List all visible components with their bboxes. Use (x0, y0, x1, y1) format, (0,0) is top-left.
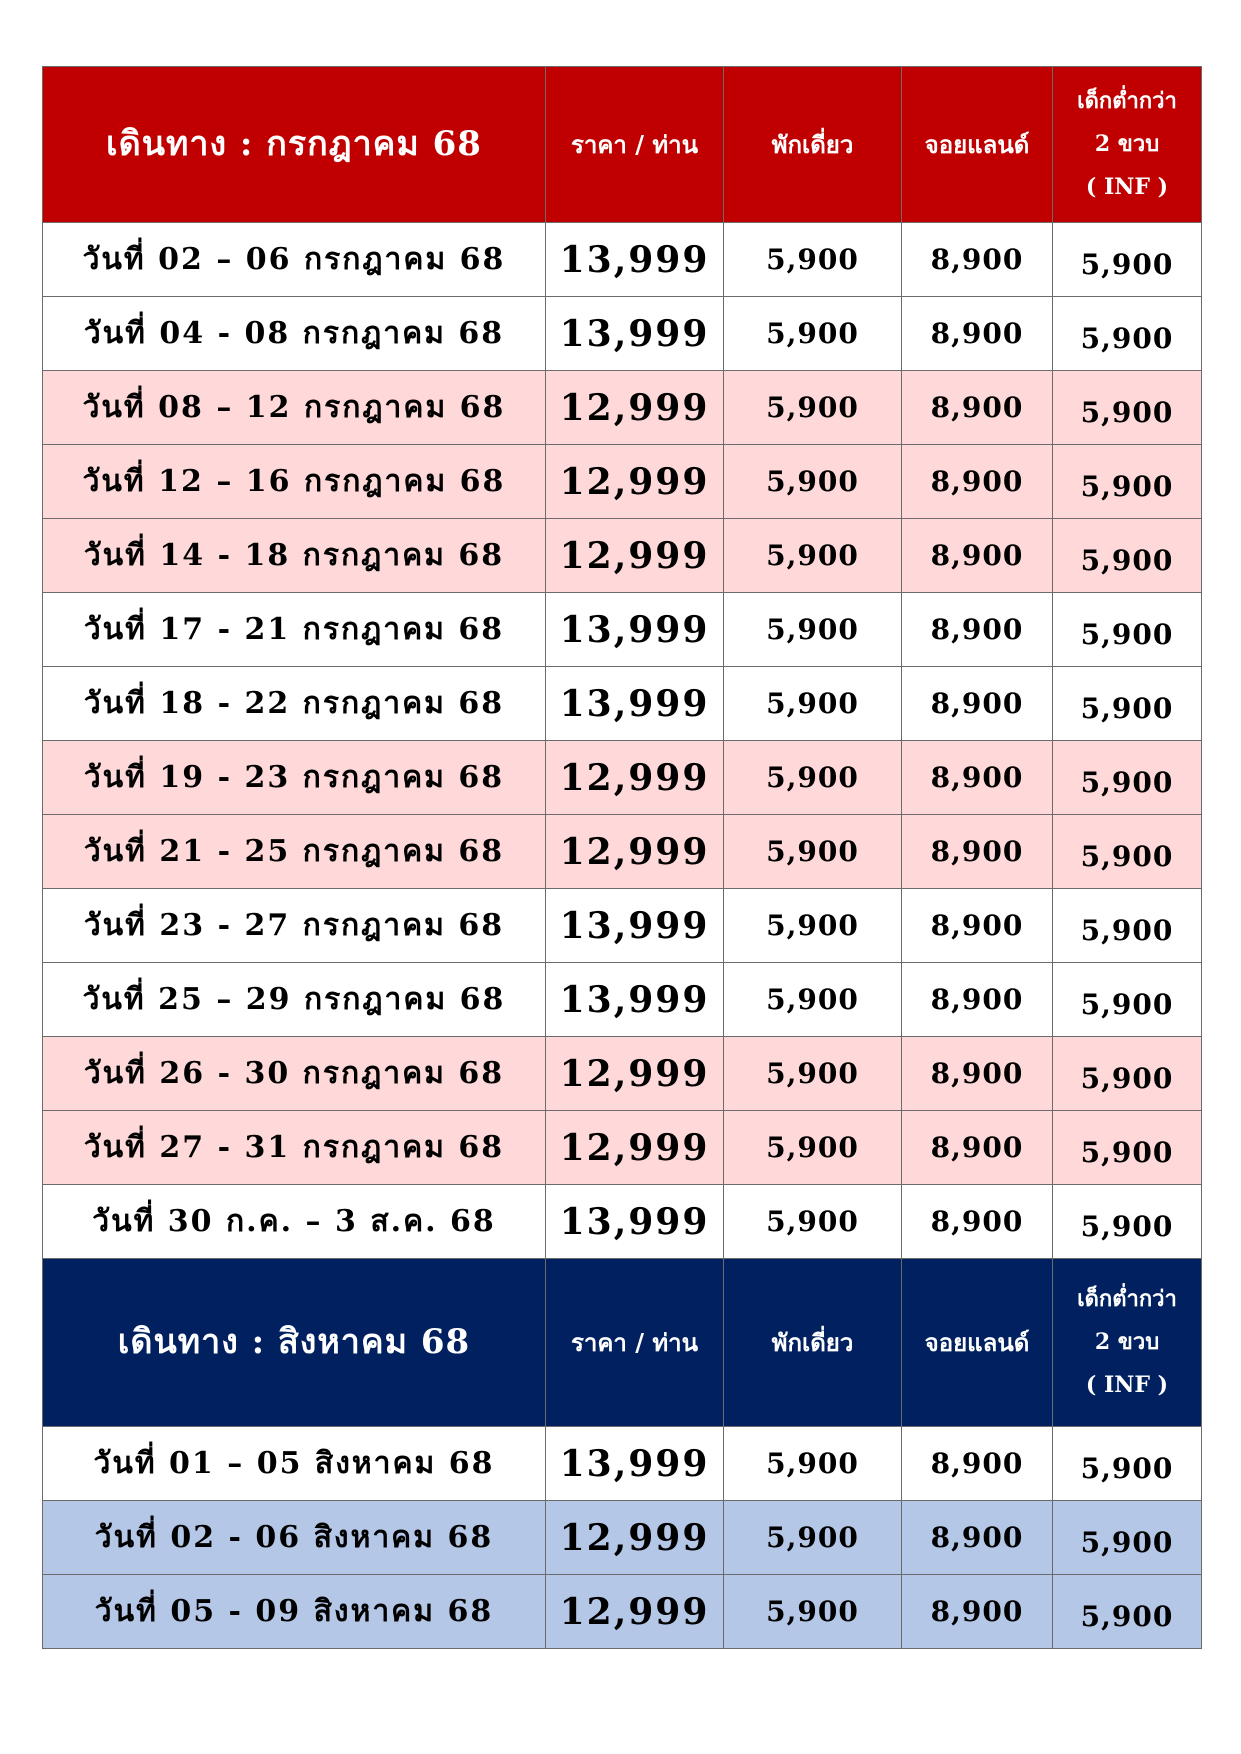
infant-price-cell: 5,900 (1053, 889, 1202, 963)
price-table-body (43, 67, 1202, 1649)
section-title: เดินทาง : สิงหาคม 68 (43, 1259, 546, 1427)
infant-header-line: 2 ขวบ (1094, 1329, 1160, 1356)
infant-price-cell: 5,900 (1053, 741, 1202, 815)
table-row (43, 889, 1202, 963)
travel-date-cell: วันที่ 14 - 18 กรกฎาคม 68 (43, 519, 546, 593)
joinland-cell: 8,900 (902, 889, 1053, 963)
travel-date-cell: วันที่ 02 – 06 กรกฎาคม 68 (43, 223, 546, 297)
price-cell: 12,999 (546, 371, 724, 445)
travel-date-cell: วันที่ 04 - 08 กรกฎาคม 68 (43, 297, 546, 371)
table-row (43, 445, 1202, 519)
table-row (43, 297, 1202, 371)
joinland-cell: 8,900 (902, 1185, 1053, 1259)
infant-price-cell: 5,900 (1053, 1111, 1202, 1185)
joinland-column-header: จอยแลนด์ (902, 1259, 1053, 1427)
price-cell: 13,999 (546, 1185, 724, 1259)
price-cell: 13,999 (546, 667, 724, 741)
single-room-cell: 5,900 (724, 1037, 902, 1111)
single-room-cell: 5,900 (724, 815, 902, 889)
travel-date-cell: วันที่ 27 - 31 กรกฎาคม 68 (43, 1111, 546, 1185)
single-room-cell: 5,900 (724, 1427, 902, 1501)
single-room-cell: 5,900 (724, 963, 902, 1037)
joinland-cell: 8,900 (902, 741, 1053, 815)
price-cell: 12,999 (546, 445, 724, 519)
infant-price-cell: 5,900 (1053, 667, 1202, 741)
travel-date-cell: วันที่ 08 – 12 กรกฎาคม 68 (43, 371, 546, 445)
infant-header-line: ( INF ) (1085, 173, 1169, 200)
table-row (43, 815, 1202, 889)
infant-price-cell: 5,900 (1053, 815, 1202, 889)
infant-price-cell: 5,900 (1053, 963, 1202, 1037)
joinland-cell: 8,900 (902, 223, 1053, 297)
table-row (43, 519, 1202, 593)
price-cell: 12,999 (546, 815, 724, 889)
infant-price-cell: 5,900 (1053, 297, 1202, 371)
table-row (43, 1501, 1202, 1575)
table-row (43, 593, 1202, 667)
table-row (43, 741, 1202, 815)
table-row (43, 1575, 1202, 1649)
travel-date-cell: วันที่ 02 - 06 สิงหาคม 68 (43, 1501, 546, 1575)
joinland-cell: 8,900 (902, 371, 1053, 445)
infant-column-header (1053, 1259, 1202, 1427)
joinland-cell: 8,900 (902, 593, 1053, 667)
single-room-cell: 5,900 (724, 667, 902, 741)
joinland-cell: 8,900 (902, 1111, 1053, 1185)
price-cell: 13,999 (546, 1427, 724, 1501)
infant-price-cell: 5,900 (1053, 519, 1202, 593)
price-cell: 12,999 (546, 1037, 724, 1111)
single-room-cell: 5,900 (724, 889, 902, 963)
price-cell: 12,999 (546, 1575, 724, 1649)
travel-date-cell: วันที่ 19 - 23 กรกฎาคม 68 (43, 741, 546, 815)
price-column-header: ราคา / ท่าน (546, 67, 724, 223)
single-room-column-header: พักเดี่ยว (724, 67, 902, 223)
infant-price-cell: 5,900 (1053, 1427, 1202, 1501)
infant-price-cell: 5,900 (1053, 1185, 1202, 1259)
price-cell: 13,999 (546, 593, 724, 667)
travel-date-cell: วันที่ 18 - 22 กรกฎาคม 68 (43, 667, 546, 741)
table-row (43, 371, 1202, 445)
table-row (43, 1111, 1202, 1185)
infant-price-cell: 5,900 (1053, 445, 1202, 519)
infant-header-line: 2 ขวบ (1094, 131, 1160, 158)
travel-date-cell: วันที่ 12 – 16 กรกฎาคม 68 (43, 445, 546, 519)
table-row (43, 1037, 1202, 1111)
joinland-column-header: จอยแลนด์ (902, 67, 1053, 223)
infant-price-cell: 5,900 (1053, 593, 1202, 667)
joinland-cell: 8,900 (902, 445, 1053, 519)
joinland-cell: 8,900 (902, 667, 1053, 741)
single-room-cell: 5,900 (724, 297, 902, 371)
joinland-cell: 8,900 (902, 519, 1053, 593)
single-room-cell: 5,900 (724, 1185, 902, 1259)
table-row (43, 963, 1202, 1037)
price-cell: 12,999 (546, 1111, 724, 1185)
joinland-cell: 8,900 (902, 1427, 1053, 1501)
infant-price-cell: 5,900 (1053, 1501, 1202, 1575)
price-cell: 12,999 (546, 1501, 724, 1575)
joinland-cell: 8,900 (902, 1501, 1053, 1575)
travel-date-cell: วันที่ 25 – 29 กรกฎาคม 68 (43, 963, 546, 1037)
section-header-aug (43, 1259, 1202, 1427)
joinland-cell: 8,900 (902, 815, 1053, 889)
infant-header-line: ( INF ) (1085, 1371, 1169, 1398)
table-row (43, 1185, 1202, 1259)
infant-price-cell: 5,900 (1053, 371, 1202, 445)
travel-date-cell: วันที่ 23 - 27 กรกฎาคม 68 (43, 889, 546, 963)
infant-column-header (1053, 67, 1202, 223)
infant-header-line: เด็กต่ำกว่า (1077, 88, 1177, 115)
joinland-cell: 8,900 (902, 1575, 1053, 1649)
table-row (43, 1427, 1202, 1501)
price-cell: 12,999 (546, 519, 724, 593)
section-title: เดินทาง : กรกฎาคม 68 (43, 67, 546, 223)
price-cell: 12,999 (546, 741, 724, 815)
price-column-header: ราคา / ท่าน (546, 1259, 724, 1427)
infant-header-line: เด็กต่ำกว่า (1077, 1286, 1177, 1313)
price-cell: 13,999 (546, 889, 724, 963)
table-row (43, 223, 1202, 297)
travel-date-cell: วันที่ 30 ก.ค. – 3 ส.ค. 68 (43, 1185, 546, 1259)
single-room-cell: 5,900 (724, 593, 902, 667)
single-room-cell: 5,900 (724, 1575, 902, 1649)
single-room-cell: 5,900 (724, 741, 902, 815)
travel-date-cell: วันที่ 26 - 30 กรกฎาคม 68 (43, 1037, 546, 1111)
travel-date-cell: วันที่ 17 - 21 กรกฎาคม 68 (43, 593, 546, 667)
price-table (42, 66, 1202, 1649)
single-room-cell: 5,900 (724, 445, 902, 519)
single-room-cell: 5,900 (724, 1501, 902, 1575)
section-header-july (43, 67, 1202, 223)
table-row (43, 667, 1202, 741)
price-cell: 13,999 (546, 297, 724, 371)
single-room-column-header: พักเดี่ยว (724, 1259, 902, 1427)
price-cell: 13,999 (546, 963, 724, 1037)
price-cell: 13,999 (546, 223, 724, 297)
single-room-cell: 5,900 (724, 519, 902, 593)
infant-price-cell: 5,900 (1053, 1575, 1202, 1649)
travel-date-cell: วันที่ 21 - 25 กรกฎาคม 68 (43, 815, 546, 889)
single-room-cell: 5,900 (724, 1111, 902, 1185)
joinland-cell: 8,900 (902, 297, 1053, 371)
single-room-cell: 5,900 (724, 223, 902, 297)
infant-price-cell: 5,900 (1053, 223, 1202, 297)
travel-date-cell: วันที่ 05 - 09 สิงหาคม 68 (43, 1575, 546, 1649)
infant-price-cell: 5,900 (1053, 1037, 1202, 1111)
travel-date-cell: วันที่ 01 – 05 สิงหาคม 68 (43, 1427, 546, 1501)
single-room-cell: 5,900 (724, 371, 902, 445)
joinland-cell: 8,900 (902, 963, 1053, 1037)
joinland-cell: 8,900 (902, 1037, 1053, 1111)
